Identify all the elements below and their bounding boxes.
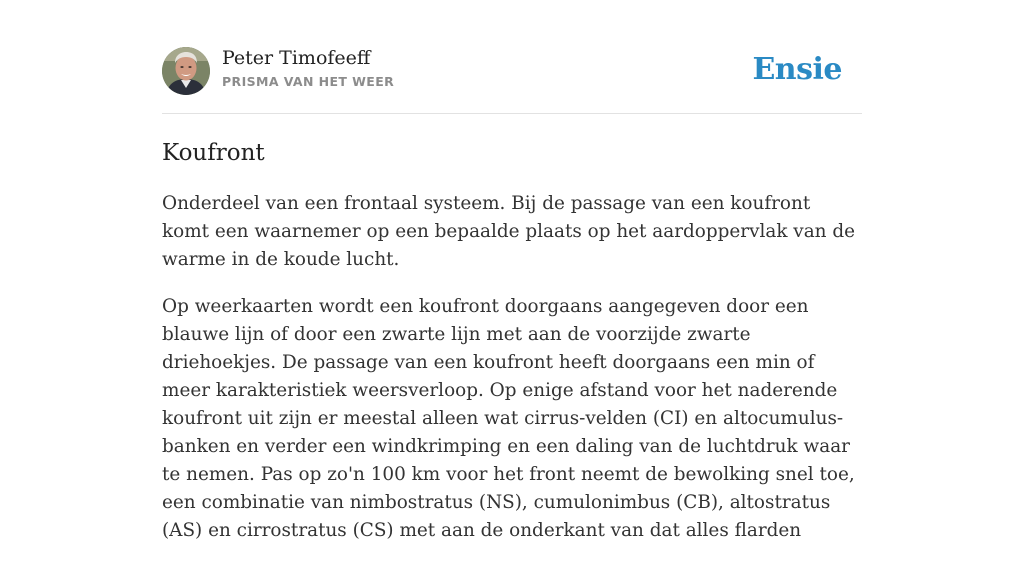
entry-title: Koufront — [162, 140, 265, 166]
paragraph-1: Onderdeel van een frontaal systeem. Bij de passage van een koufront komt een waarnemer op een bepaalde plaats op het aardoppervlak van de warme in de koude lucht. — [162, 193, 856, 270]
ensie-logo[interactable]: Ensie — [752, 52, 842, 87]
author-block — [162, 46, 862, 96]
header-divider — [162, 113, 862, 114]
paragraph-2: Op weerkaarten wordt een koufront doorgaans aangegeven door een blauwe lijn of door een zwarte lijn met aan de voorzijde zwarte driehoekjes. De passage van een koufront heeft doorgaans een min of meer karakteristiek weersverloop. Op enige afstand voor het naderende koufront uit zijn er meestal alleen wat cirrus-velden (CI) en altocumulus-banken en verder een windkrimping en een daling van de luchtdruk waar te nemen. Pas op zo'n 100 km voor het front neemt de bewolking snel toe, een combinatie van nimbostratus (NS), cumulonimbus (CB), altostratus (AS) en cirrostratus (CS) met aan de onderkant van dat alles flarden — [162, 296, 855, 541]
avatar[interactable] — [162, 47, 210, 95]
source-label[interactable]: PRISMA VAN HET WEER — [222, 74, 395, 89]
author-photo-icon — [162, 47, 210, 95]
entry-body — [162, 190, 862, 564]
author-name[interactable]: Peter Timofeeff — [222, 47, 371, 69]
